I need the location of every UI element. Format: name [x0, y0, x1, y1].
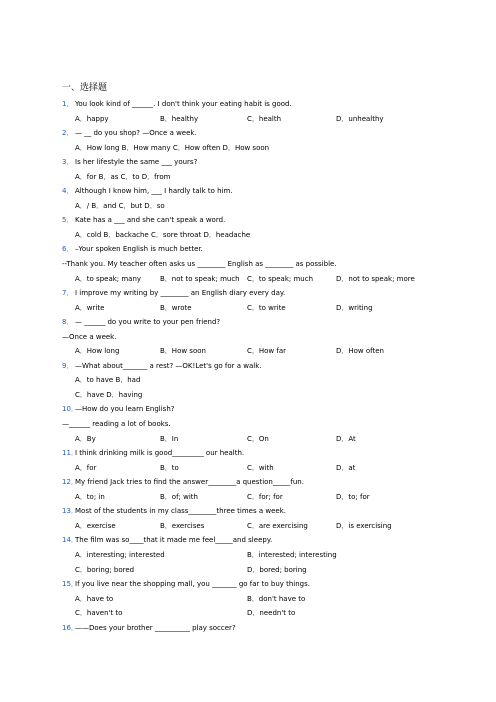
option-d[interactable]: D．needn't to — [247, 609, 296, 618]
option-b[interactable]: B．to — [160, 463, 179, 472]
question-number: 9． — [62, 361, 74, 370]
question-13 — [62, 504, 462, 519]
question-15-options-line-2 — [62, 606, 462, 621]
option-a[interactable]: A．How long — [75, 347, 120, 356]
question-text: Although I know him, ___ I hardly talk to him. — [75, 187, 233, 196]
option-b[interactable]: B．interested; interesting — [247, 550, 337, 559]
option-a[interactable]: A．for — [75, 463, 97, 472]
option-c[interactable]: C．to write — [247, 303, 286, 312]
option-a[interactable]: A．to; in — [75, 492, 105, 501]
question-text: Is her lifestyle the same ___ yours? — [75, 158, 198, 167]
option-a[interactable]: A．exercise — [75, 521, 116, 530]
option-b[interactable]: B．exercises — [160, 521, 205, 530]
option-c[interactable]: C．for; for — [247, 492, 283, 501]
question-text: I think drinking milk is good_________ our health. — [75, 449, 245, 458]
question-text: — ______ do you write to your pen friend? — [75, 318, 221, 327]
question-16 — [62, 621, 462, 636]
question-text: –Your spoken English is much better. — [75, 245, 203, 254]
question-9-options-line-1 — [62, 373, 462, 388]
question-number: 4． — [62, 187, 74, 196]
question-text: ——Does your brother __________ play soccer? — [75, 623, 236, 632]
question-number: 14． — [62, 536, 78, 545]
option-a[interactable]: A．happy — [75, 114, 109, 123]
question-14-options-line-2 — [62, 563, 462, 578]
option-d[interactable]: D．At — [336, 434, 356, 443]
question-10 — [62, 402, 462, 417]
question-9 — [62, 359, 462, 374]
question-text: If you live near the shopping mall, you _______ go far to buy things. — [75, 580, 311, 589]
question-text: —What about_______ a rest? —OK!Let's go for a walk. — [75, 361, 262, 370]
options-inline[interactable]: A．cold B．backache C．sore throat D．headache — [75, 230, 251, 239]
question-number: 3． — [62, 158, 74, 167]
question-2 — [62, 126, 462, 141]
question-number: 11． — [62, 449, 78, 458]
option-c[interactable]: C．to speak; much — [247, 274, 314, 283]
question-number: 10． — [62, 405, 78, 414]
question-14-options-line-1 — [62, 548, 462, 563]
options-inline[interactable]: A．to have B．had — [75, 376, 141, 385]
question-text: Most of the students in my class________three times a week. — [75, 507, 286, 516]
option-a[interactable]: A．write — [75, 303, 105, 312]
option-d[interactable]: D．writing — [336, 303, 373, 312]
question-4 — [62, 184, 462, 199]
question-12-options — [62, 490, 462, 505]
question-number: 7． — [62, 289, 74, 298]
option-d[interactable]: D．not to speak; more — [336, 274, 415, 283]
question-number: 5． — [62, 216, 74, 225]
option-a[interactable]: A．have to — [75, 594, 114, 603]
question-15-options-line-1 — [62, 592, 462, 607]
question-number: 13． — [62, 507, 78, 516]
question-number: 1． — [62, 100, 74, 108]
question-1 — [62, 97, 462, 112]
dialogue-line: —Once a week. — [62, 332, 117, 341]
option-b[interactable]: B．healthy — [160, 114, 199, 123]
question-10-options — [62, 432, 462, 447]
question-3-options — [62, 170, 462, 185]
options-inline[interactable]: A．for B．as C．to D．from — [75, 172, 171, 181]
question-2-options — [62, 141, 462, 156]
option-d[interactable]: D．How often — [336, 347, 384, 356]
option-d[interactable]: D．unhealthy — [336, 114, 384, 123]
option-b[interactable]: B．don't have to — [247, 594, 306, 603]
options-inline[interactable]: C．have D．having — [75, 390, 143, 399]
option-b[interactable]: B．How soon — [160, 347, 206, 356]
question-6-options — [62, 272, 462, 287]
question-7-options — [62, 301, 462, 316]
option-b[interactable]: B．wrote — [160, 303, 192, 312]
question-text: The film was so____that it made me feel_____and sleepy. — [75, 536, 273, 545]
question-text: — __ do you shop? —Once a week. — [75, 129, 197, 138]
question-text: You look kind of ______. I don't think your eating habit is good. — [75, 100, 292, 108]
question-5-options — [62, 228, 462, 243]
question-14 — [62, 533, 462, 548]
option-b[interactable]: B．of; with — [160, 492, 198, 501]
question-text: Kate has a ___ and she can't speak a word. — [75, 216, 226, 225]
question-8 — [62, 315, 462, 330]
question-8-dialogue — [62, 330, 462, 345]
question-11 — [62, 446, 462, 461]
option-a[interactable]: A．interesting; interested — [75, 550, 165, 559]
question-4-options — [62, 199, 462, 214]
option-c[interactable]: C．with — [247, 463, 274, 472]
question-13-options — [62, 519, 462, 534]
question-7 — [62, 286, 462, 301]
question-5 — [62, 213, 462, 228]
question-6-dialogue — [62, 257, 462, 272]
section-title: 一、选择题 — [62, 83, 108, 93]
question-6 — [62, 242, 462, 257]
question-15 — [62, 577, 462, 592]
dialogue-line: --Thank you. My teacher often asks us ________ English as ________ as possible. — [62, 260, 337, 269]
question-number: 12． — [62, 478, 78, 487]
question-1-options — [62, 112, 462, 127]
question-text: —How do you learn English? — [75, 405, 175, 414]
question-8-options — [62, 344, 462, 359]
option-c[interactable]: C．boring; bored — [75, 565, 135, 574]
option-d[interactable]: D．at — [336, 463, 356, 472]
question-3 — [62, 155, 462, 170]
dialogue-line: —______ reading a lot of books. — [62, 420, 171, 429]
question-number: 6． — [62, 245, 74, 254]
option-c[interactable]: C．On — [247, 434, 269, 443]
question-11-options — [62, 461, 462, 476]
question-number: 8． — [62, 318, 74, 327]
question-list — [62, 97, 462, 635]
question-9-options-line-2 — [62, 388, 462, 403]
option-d[interactable]: D．to; for — [336, 492, 370, 501]
option-c[interactable]: C．haven't to — [75, 609, 123, 618]
question-number: 15． — [62, 580, 78, 589]
question-number: 16． — [62, 623, 78, 632]
option-d[interactable]: D．is exercising — [336, 521, 392, 530]
question-10-dialogue — [62, 417, 462, 432]
question-12 — [62, 475, 462, 490]
option-c[interactable]: C．are exercising — [247, 521, 308, 530]
option-b[interactable]: B．In — [160, 434, 179, 443]
option-b[interactable]: B．not to speak; much — [160, 274, 240, 283]
option-d[interactable]: D．bored; boring — [247, 565, 307, 574]
option-c[interactable]: C．How far — [247, 347, 287, 356]
options-inline[interactable]: A．/ B．and C．but D．so — [75, 201, 165, 210]
question-text: I improve my writing by ________ an English diary every day. — [75, 289, 286, 298]
option-a[interactable]: A．By — [75, 434, 96, 443]
question-number: 2． — [62, 129, 74, 138]
option-a[interactable]: A．to speak; many — [75, 274, 142, 283]
question-text: My friend Jack tries to find the answer________a question_____fun. — [75, 478, 304, 487]
options-inline[interactable]: A．How long B．How many C．How often D．How soon — [75, 143, 270, 152]
option-c[interactable]: C．health — [247, 114, 282, 123]
